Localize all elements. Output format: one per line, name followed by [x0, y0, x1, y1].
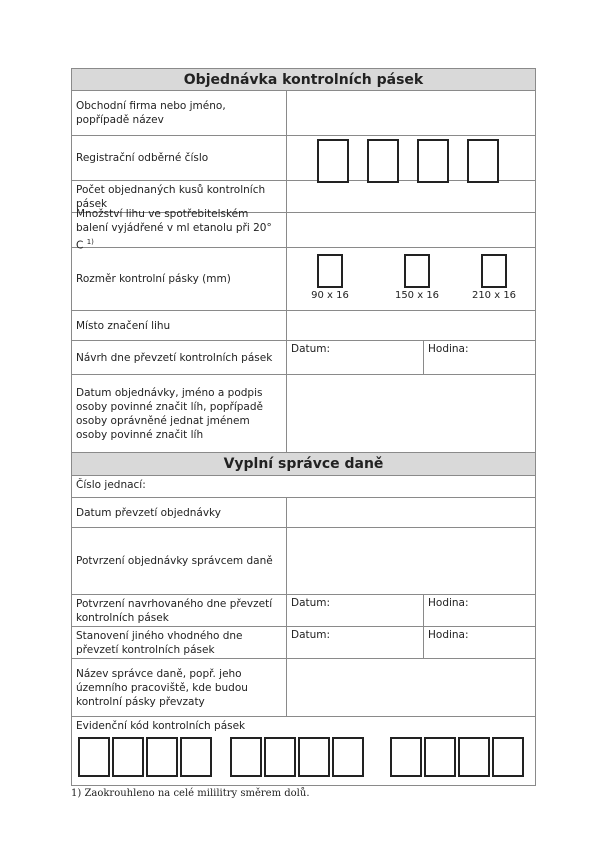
label-registracni: Registrační odběrné číslo: [72, 136, 287, 180]
footnote-ref: 1): [86, 238, 94, 247]
input-datum-objednavky[interactable]: [287, 375, 535, 452]
datum-label: Datum:: [291, 629, 331, 641]
code-box[interactable]: [458, 737, 490, 777]
section1-title: [72, 69, 535, 91]
label-navrh: Návrh dne převzetí kontrolních pásek: [72, 341, 287, 374]
digit-box[interactable]: [317, 139, 349, 183]
label-firma: Obchodní firma nebo jméno, popřípadě název: [72, 91, 287, 135]
row-stanoveni: [72, 627, 535, 659]
label-mnozstvi-text: Množství lihu ve spotřebitelském balení vyjádřené v ml etanolu při 20° C: [76, 208, 272, 252]
label-potvrzeni: Potvrzení objednávky správcem daně: [72, 528, 287, 594]
hodina-label: Hodina:: [428, 597, 469, 609]
row-cislo: [72, 476, 535, 498]
row-evidencni: [72, 717, 535, 785]
code-box[interactable]: [332, 737, 364, 777]
order-form: [71, 68, 536, 786]
code-box[interactable]: [112, 737, 144, 777]
footnote: 1) Zaokrouhleno na celé mililitry směrem dolů.: [71, 788, 310, 799]
section2-title-text: Vyplní správce daně: [223, 456, 384, 472]
input-mnozstvi[interactable]: [287, 213, 535, 247]
input-nazev-spravce[interactable]: [287, 659, 535, 716]
digit-box[interactable]: [417, 139, 449, 183]
size-checkbox-150[interactable]: [404, 254, 430, 288]
code-box[interactable]: [298, 737, 330, 777]
label-misto: Místo značení lihu: [72, 311, 287, 340]
label-evidencni: Evidenční kód kontrolních pásek: [76, 720, 246, 732]
datum-label: Datum:: [291, 597, 331, 609]
label-nazev-spravce: Název správce daně, popř. jeho územního pracoviště, kde budou kontrolní pásky převzaty: [72, 659, 287, 716]
navrh-datum-field[interactable]: [287, 341, 424, 374]
row-navrh: [72, 341, 535, 375]
potvrzeni-hodina-field[interactable]: [424, 595, 535, 626]
section1-title-text: Objednávka kontrolních pásek: [183, 71, 424, 88]
label-stanoveni: Stanovení jiného vhodného dne převzetí kontrolních pásek: [72, 627, 287, 658]
code-box[interactable]: [492, 737, 524, 777]
datum-label: Datum:: [291, 343, 331, 355]
row-misto: [72, 311, 535, 341]
digit-box[interactable]: [367, 139, 399, 183]
row-datum-objednavky: [72, 375, 535, 453]
potvrzeni-datum-field[interactable]: [287, 595, 424, 626]
code-box[interactable]: [230, 737, 262, 777]
input-pocet[interactable]: [287, 181, 535, 212]
row-nazev-spravce: [72, 659, 535, 717]
code-box[interactable]: [424, 737, 456, 777]
digit-box[interactable]: [467, 139, 499, 183]
code-box[interactable]: [264, 737, 296, 777]
size-label-150: 150 x 16: [394, 290, 440, 301]
row-registracni: [72, 136, 535, 181]
label-potvrzeni-dne: Potvrzení navrhovaného dne převzetí kontrolních pásek: [72, 595, 287, 626]
code-box[interactable]: [180, 737, 212, 777]
row-potvrzeni: [72, 528, 535, 595]
hodina-label: Hodina:: [428, 629, 469, 641]
row-mnozstvi: [72, 208, 535, 252]
input-misto[interactable]: [287, 311, 535, 340]
size-label-210: 210 x 16: [471, 290, 517, 301]
label-cislo[interactable]: Číslo jednací:: [76, 479, 146, 491]
code-box[interactable]: [78, 737, 110, 777]
label-pocet: Počet objednaných kusů kontrolních pásek: [72, 181, 287, 212]
section2-title: [72, 453, 535, 476]
label-rozmer: Rozměr kontrolní pásky (mm): [72, 248, 287, 310]
label-mnozstvi: [72, 208, 287, 252]
size-checkbox-210[interactable]: [481, 254, 507, 288]
input-firma[interactable]: [287, 91, 535, 135]
size-label-90: 90 x 16: [311, 290, 349, 301]
navrh-hodina-field[interactable]: [424, 341, 535, 374]
size-checkbox-90[interactable]: [317, 254, 343, 288]
label-datum-prevzeti: Datum převzetí objednávky: [72, 498, 287, 527]
stanoveni-datum-field[interactable]: [287, 627, 424, 658]
input-datum-prevzeti[interactable]: [287, 498, 535, 527]
rozmer-options: [287, 248, 535, 310]
code-box[interactable]: [390, 737, 422, 777]
row-rozmer: [72, 248, 535, 311]
row-datum-prevzeti: [72, 498, 535, 528]
hodina-label: Hodina:: [428, 343, 469, 355]
code-box[interactable]: [146, 737, 178, 777]
row-potvrzeni-dne: [72, 595, 535, 627]
row-firma: [72, 91, 535, 136]
label-datum-objednavky: Datum objednávky, jméno a podpis osoby povinné značit líh, popřípadě osoby oprávněné jednat jménem osoby povinné značit líh: [72, 375, 287, 452]
input-potvrzeni[interactable]: [287, 528, 535, 594]
stanoveni-hodina-field[interactable]: [424, 627, 535, 658]
input-registracni[interactable]: [287, 136, 535, 180]
